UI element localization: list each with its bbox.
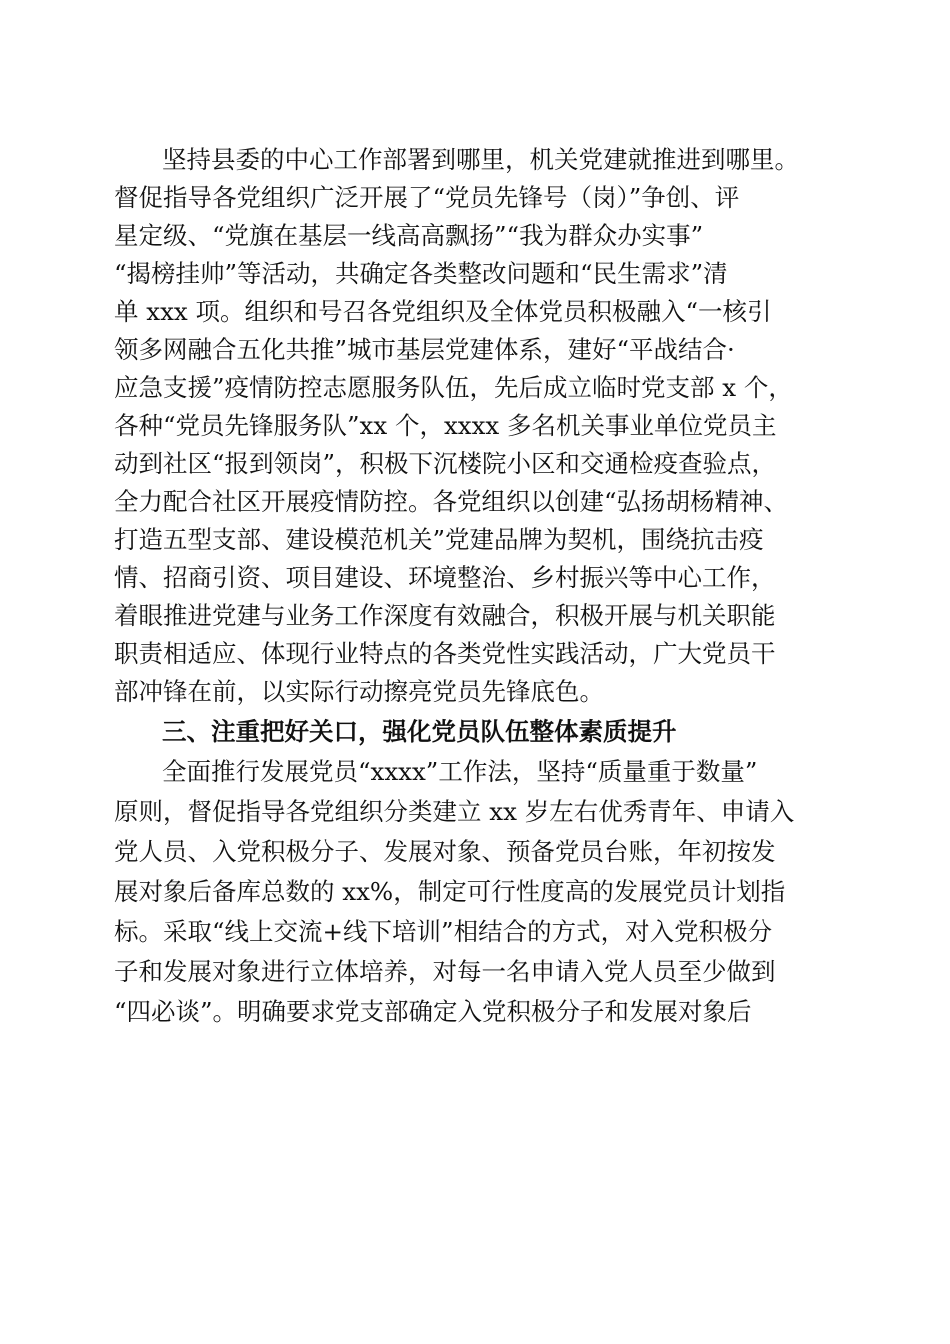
paragraph-1-line: 应急支援”疫情防控志愿服务队伍，先后成立临时党支部 x 个， bbox=[114, 373, 793, 402]
paragraph-1-line: 领多网融合五化共推”城市基层党建体系，建好“平战结合· bbox=[114, 335, 735, 364]
paragraph-2-line: “四必谈”。明确要求党支部确定入党积极分子和发展对象后 bbox=[114, 997, 752, 1026]
paragraph-1-line: 星定级、“党旗在基层一线高高飘扬”“我为群众办实事” bbox=[114, 221, 704, 250]
paragraph-2-line: 党人员、入党积极分子、发展对象、预备党员台账，年初按发 bbox=[114, 837, 776, 866]
paragraph-1-line: 着眼推进党建与业务工作深度有效融合，积极开展与机关职能 bbox=[114, 601, 776, 630]
paragraph-2-line: 标。采取“线上交流+线下培训”相结合的方式，对入党积极分 bbox=[114, 917, 773, 946]
paragraph-1-line: 情、招商引资、项目建设、环境整治、乡村振兴等中心工作， bbox=[114, 563, 776, 592]
paragraph-1-line: 动到社区“报到领岗”，积极下沉楼院小区和交通检疫查验点， bbox=[114, 449, 777, 478]
paragraph-1-line: 全力配合社区开展疫情防控。各党组织以创建“弘扬胡杨精神、 bbox=[114, 487, 789, 516]
paragraph-2-line: 展对象后备库总数的 xx%，制定可行性度高的发展党员计划指 bbox=[114, 877, 786, 906]
paragraph-2-line: 全面推行发展党员“xxxx”工作法，坚持“质量重于数量” bbox=[162, 757, 758, 786]
paragraph-1-line: 各种“党员先锋服务队”xx 个，xxxx 多名机关事业单位党员主 bbox=[114, 411, 777, 440]
paragraph-2-line: 原则，督促指导各党组织分类建立 xx 岁左右优秀青年、申请入 bbox=[114, 797, 795, 826]
paragraph-1-line: 坚持县委的中心工作部署到哪里，机关党建就推进到哪里。 bbox=[162, 145, 799, 174]
paragraph-2-line: 子和发展对象进行立体培养，对每一名申请入党人员至少做到 bbox=[114, 957, 776, 986]
paragraph-1-line: “揭榜挂帅”等活动，共确定各类整改问题和“民生需求”清 bbox=[114, 259, 728, 288]
section-heading: 三、注重把好关口，强化党员队伍整体素质提升 bbox=[162, 717, 677, 746]
paragraph-1-line: 职责相适应、体现行业特点的各类党性实践活动，广大党员干 bbox=[114, 639, 776, 668]
paragraph-1-line: 督促指导各党组织广泛开展了“党员先锋号（岗）”争创、评 bbox=[114, 183, 740, 212]
paragraph-1-line: 单 xxx 项。组织和号召各党组织及全体党员积极融入“一核引 bbox=[114, 297, 772, 326]
paragraph-1-line: 部冲锋在前，以实际行动擦亮党员先锋底色。 bbox=[114, 677, 604, 706]
paragraph-1-line: 打造五型支部、建设模范机关”党建品牌为契机，围绕抗击疫 bbox=[114, 525, 764, 554]
